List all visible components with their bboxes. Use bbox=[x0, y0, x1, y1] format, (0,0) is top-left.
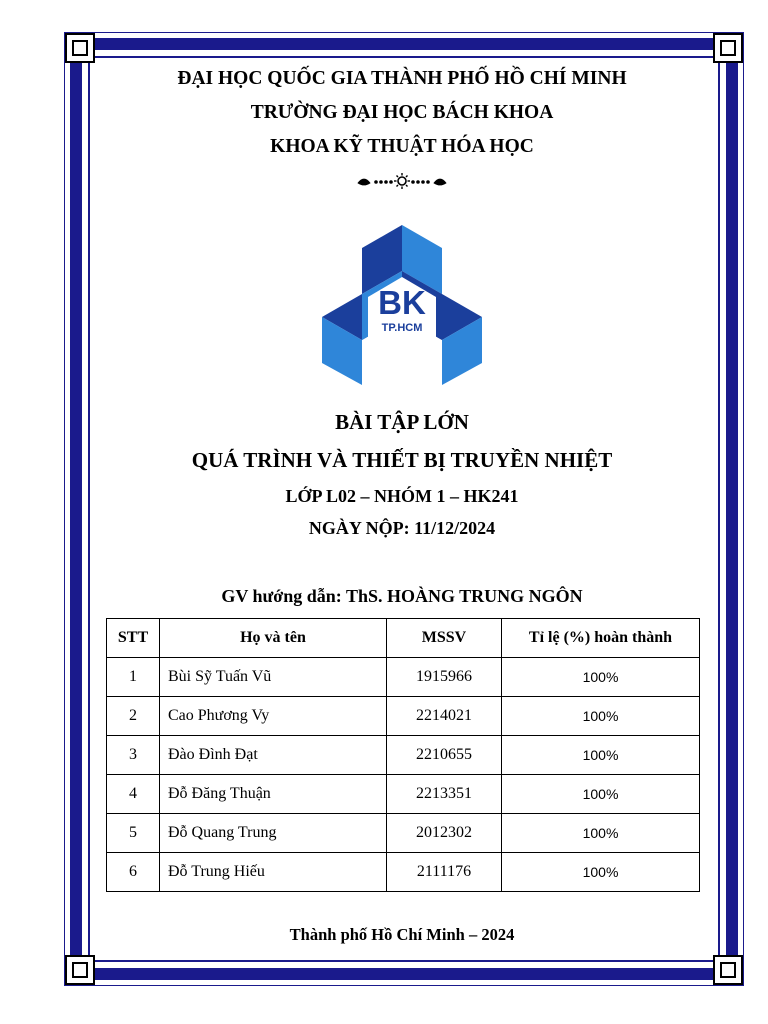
divider-ornament-icon bbox=[100, 170, 704, 192]
column-header-stt: STT bbox=[107, 619, 160, 658]
cell-stt: 3 bbox=[107, 736, 160, 775]
corner-ornament-bottom-left bbox=[65, 955, 95, 985]
report-title: BÀI TẬP LỚN bbox=[335, 410, 469, 434]
cell-mssv: 2111176 bbox=[387, 853, 502, 892]
logo-city-text: TP.HCM bbox=[381, 322, 423, 334]
corner-ornament-top-left bbox=[65, 33, 95, 63]
instructor-label: GV hướng dẫn: ThS. HOÀNG TRUNG NGÔN bbox=[221, 586, 583, 606]
cell-completion: 100% bbox=[502, 697, 700, 736]
cell-completion: 100% bbox=[502, 658, 700, 697]
cell-stt: 5 bbox=[107, 814, 160, 853]
cell-mssv: 2012302 bbox=[387, 814, 502, 853]
column-header-mssv: MSSV bbox=[387, 619, 502, 658]
cell-name: Bùi Sỹ Tuấn Vũ bbox=[160, 658, 387, 697]
cell-stt: 6 bbox=[107, 853, 160, 892]
cell-name: Đỗ Trung Hiếu bbox=[160, 853, 387, 892]
cell-completion: 100% bbox=[502, 853, 700, 892]
table-row bbox=[107, 814, 700, 853]
cell-mssv: 2210655 bbox=[387, 736, 502, 775]
footer-place-year: Thành phố Hồ Chí Minh – 2024 bbox=[289, 925, 515, 944]
cell-completion: 100% bbox=[502, 736, 700, 775]
table-row bbox=[107, 736, 700, 775]
table-row bbox=[107, 658, 700, 697]
table-row bbox=[107, 697, 700, 736]
cell-completion: 100% bbox=[502, 775, 700, 814]
submit-date: NGÀY NỘP: 11/12/2024 bbox=[308, 518, 496, 538]
cell-mssv: 2213351 bbox=[387, 775, 502, 814]
cell-name: Đỗ Đăng Thuận bbox=[160, 775, 387, 814]
cell-completion: 100% bbox=[502, 814, 700, 853]
member-table bbox=[106, 618, 700, 892]
school-name: TRƯỜNG ĐẠI HỌC BÁCH KHOA bbox=[250, 102, 554, 123]
cell-mssv: 1915966 bbox=[387, 658, 502, 697]
faculty-name: KHOA KỸ THUẬT HÓA HỌC bbox=[270, 136, 534, 157]
cell-name: Đào Đình Đạt bbox=[160, 736, 387, 775]
university-name: ĐẠI HỌC QUỐC GIA THÀNH PHỐ HỒ CHÍ MINH bbox=[177, 68, 627, 89]
corner-ornament-bottom-right bbox=[713, 955, 743, 985]
cell-stt: 4 bbox=[107, 775, 160, 814]
column-header-completion: Tỉ lệ (%) hoàn thành bbox=[502, 619, 700, 658]
corner-ornament-top-right bbox=[713, 33, 743, 63]
logo-bk-text: BK bbox=[378, 284, 426, 321]
cell-name: Đỗ Quang Trung bbox=[160, 814, 387, 853]
column-header-name: Họ và tên bbox=[160, 619, 387, 658]
table-row bbox=[107, 853, 700, 892]
table-header-row bbox=[107, 619, 700, 658]
subject-title: QUÁ TRÌNH VÀ THIẾT BỊ TRUYỀN NHIỆT bbox=[191, 448, 613, 472]
table-row bbox=[107, 775, 700, 814]
cell-stt: 1 bbox=[107, 658, 160, 697]
cell-stt: 2 bbox=[107, 697, 160, 736]
cell-mssv: 2214021 bbox=[387, 697, 502, 736]
cell-name: Cao Phương Vy bbox=[160, 697, 387, 736]
bk-university-logo bbox=[322, 225, 482, 385]
class-group: LỚP L02 – NHÓM 1 – HK241 bbox=[285, 486, 519, 506]
